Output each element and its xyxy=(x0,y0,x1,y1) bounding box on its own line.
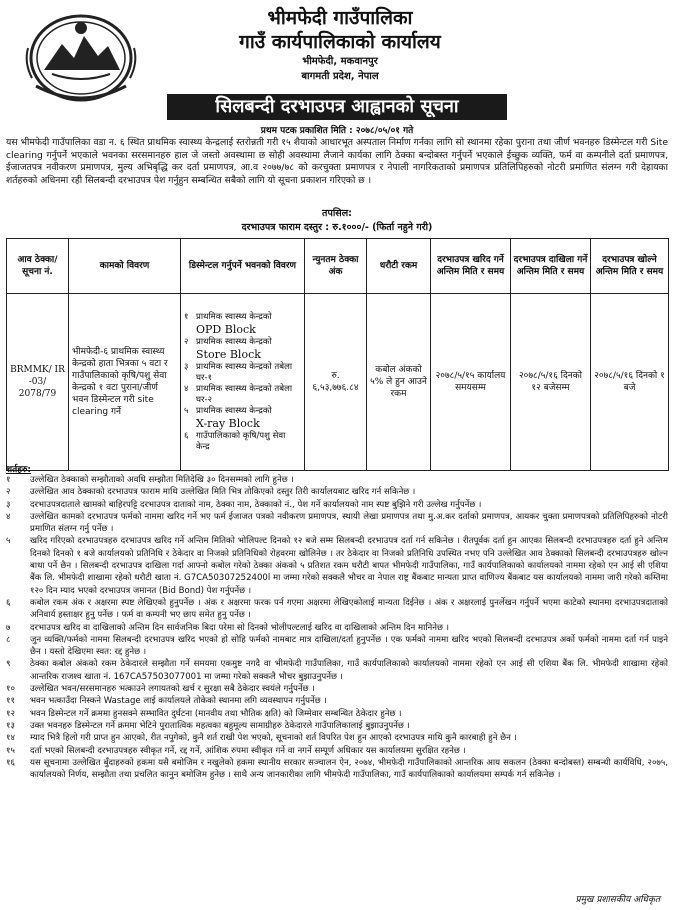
nepal-emblem-icon xyxy=(22,8,140,103)
purchase-deadline: २०७८/५/१५ कार्यालय समयसम्म xyxy=(431,294,511,471)
list-item xyxy=(6,745,668,757)
column-header: धरौटी रकम xyxy=(367,239,431,294)
table-row xyxy=(7,294,669,471)
item-number: २ xyxy=(184,336,189,347)
list-item xyxy=(6,486,668,498)
list-item xyxy=(184,312,301,337)
office-header xyxy=(170,6,510,84)
item-text: दरभाउपत्र खरिद वा दाखिलाको अन्तिम दिन सार्वजनिक बिदा परेमा सो दिनको भोलीपल्टलाई खरिद वा दाखिलाको अन्तिम दिन मानिनेछ । xyxy=(30,622,449,633)
item-text: भवन भत्काउँदा निस्कने Wastage लाई कार्यालयले तोकेको स्थानमा लगि व्यवस्थापन गर्नुपर्नेछ । xyxy=(30,696,327,707)
list-item xyxy=(6,499,668,511)
list-item xyxy=(6,474,668,486)
item-number: १६ xyxy=(6,757,15,768)
item-text: दरभाउपत्रदाताले खामको बाहिरपट्टि दरभाउपत्र दाताको नाम, ठेक्का नाम, ठेक्काको नं., पेश गर्ने कार्यालयको नाम स्पष्ट बुझिने गरी उल्लेख गर्नुपर्नेछ । xyxy=(30,499,482,510)
column-header: आव ठेक्का/ सूचना नं. xyxy=(7,239,69,294)
list-item xyxy=(6,511,668,536)
item-text: भवन डिस्मेन्टल गर्ने क्रममा हुनसक्ने सम्भावित दुर्घटना (मानवीय तथा भौतिक क्षति) को जिम्मेवार सम्बन्धित ठेकेदार हुनेछ । xyxy=(30,708,402,719)
item-number: ५ xyxy=(184,405,189,416)
item-text: प्राथमिक स्वास्थ्य केन्द्रको xyxy=(196,336,272,347)
list-item xyxy=(6,535,668,596)
item-number: १ xyxy=(184,311,189,322)
work-description: भीमफेदी-६ प्राथमिक स्वास्थ्य केन्द्रको हाता भित्रका ५ वटा र गाउँपालिकाको कृषि/पशु सेवा केन्द्रको १ वटा पुराना/जीर्ण भवन डिस्मेन्टल गरी site clearing गर्ने xyxy=(69,294,181,471)
item-number: १५ xyxy=(6,745,15,756)
buildings-list xyxy=(184,312,301,453)
item-text: दर्ता भएको सिलबन्दी दरभाउपत्रहरु स्वीकृत गर्ने, रद्द गर्ने, आंशिक रुपमा स्वीकृत गर्ने वा नगर्ने सम्पूर्ण अधिकार यस कार्यालयमा सुरक्षित रहनेछ । xyxy=(30,745,466,756)
item-number: १३ xyxy=(6,720,15,731)
intro-paragraph: यस भीमफेदी गाउँपालिका वडा न. ६ स्थित प्राथमिक स्वास्थ्य केन्द्रलाई स्तरोन्नती गरी १५ शैयाको आधारभूत अस्पताल निर्माण गर्नका लागि सो स्थानमा रहेका पुराना तथा जीर्ण भवनहरु डिस्मेन्टल गरी Site clearing गर्नुपर्ने भएकाले भवनका सरसमानहरु हाल जे जस्तो अवस्थामा छ सोही अवस्थामा लैजाने कार्यका लागि ठेक्का बन्दोबस्त गर्नुपर्ने भएकाले ईच्छुक व्यक्ति, फर्म वा कम्पनीले दर्ता प्रमाणपत्र, ईजाजतपत्र नवीकरण प्रमाणपत्र, मुल्य अभिबृद्धि कर दर्ता प्रमाणपत्र, आ.व २०७७/७८ को करचुक्ता प्रमाणपत्र र नेपाली नागरिकताको प्रमाणपत्र प्रतिलिपिहरुको नोटरी प्रमाणित संलग्न गरी देहायका शर्तहरुको अधिनमा रही सिलबन्दी दरभाउपत्र पेश गर्नुहुन सम्बन्धित सबैको लागि यो सूचना प्रकाशन गरिएको छ । xyxy=(6,137,668,186)
item-text: प्राथमिक स्वास्थ्य केन्द्रको तबेला घर-२ xyxy=(196,383,293,405)
list-item xyxy=(184,406,301,431)
list-item xyxy=(6,634,668,659)
item-text: खरिद गरिएको दरभाउपत्रहरु दरभाउपत्र खरिद गर्ने अन्तिम मितिको भोलिपल्ट दिनको १२ बजे सम्म सिलबन्दी दरभाउपत्र दर्ता गर्न सकिनेछ । रीतपूर्वक दर्ता हुन आएका सिलबन्दी दरभाउपत्रहरु दर्ता हुने अन्तिम दिनको दिनको १ बजे कार्यालयको प्रतिनिधि र ठेकेदार वा निजको प्रतिनिधिको रोहवरमा खोलिनेछ । तर ठेकेदार वा निजको प्रतिनिधि उपस्थित नभए पनि उल्लेखित आव ठेक्काको सिलबन्दी दरभाउपत्रहरु खोल्न बाधा पर्ने छैन । सिलबन्दी दरभाउपत्र दाखिला गर्दा आफ्नो कबोल गरेको ठेक्का अंकको ५ प्रतिशत रकम धरौटी बापत भीमफेदी गाउँपालिका, गाउँ कार्यपालिकाको कार्यालयको नाममा रहेको एन आई सी एशिया बैंक लि. भीमफेदी शाखामा रहेको धरौटी खाता नं. G7CA50307252400l मा जम्मा गरेको सक्कलै भौचर वा नेपाल राष्ट्र बैंकबाट मान्यता प्राप्त वाणिज्य बैंकबाट यस कार्यालयको नाममा जारी गरेको कम्तिमा १२० दिन म्याद भएको दरभाउपत्र जमानत (Bid Bond) पेश गर्नुपर्नेछ । xyxy=(30,536,668,596)
list-item xyxy=(6,732,668,744)
item-english: Store Block xyxy=(196,347,261,361)
conditions-list xyxy=(6,474,668,781)
item-number: ७ xyxy=(6,622,11,633)
item-number: १४ xyxy=(6,733,15,744)
signatory-title: प्रमुख प्रशासकीय अधिकृत xyxy=(575,895,660,905)
table-header-row xyxy=(7,239,669,294)
tender-table xyxy=(6,238,669,471)
submission-deadline: २०७८/५/१६ दिनको १२ बजेसम्म xyxy=(511,294,591,471)
item-number: ५ xyxy=(6,536,11,547)
deposit-amount: कबोल अंकको ५% ले हुन आउने रकम xyxy=(367,294,431,471)
list-item xyxy=(6,622,668,634)
item-text: प्राथमिक स्वास्थ्य केन्द्रको तबेला घर-१ xyxy=(196,361,293,383)
tender-code: BRMMK/ IR -03/ 2078/79 xyxy=(7,294,69,471)
municipality-name: भीमफेदी गाउँपालिका xyxy=(267,7,413,29)
list-item xyxy=(6,708,668,720)
item-text: प्राथमिक स्वास्थ्य केन्द्रको xyxy=(196,311,272,322)
list-item xyxy=(184,362,301,384)
item-text: ठेक्का कबोल अंकको रकम ठेकेदारले सम्झौता गर्ने समयमा एकमुष्ट नगदै वा भीमफेदी गाउँपालिका, गाउँ कार्यपालिकाको कार्यालयको नाममा रहेको एन आई सी एशिया बैंक लि. भीमफेदी शाखामा रहेको आन्तरिक राजश्व खाता नं. 167CA57503077001 मा जम्मा गरेको सक्कलै भौचर बुझाउनुपर्नेछ । xyxy=(30,659,668,682)
item-number: २ xyxy=(6,487,11,498)
opening-date: २०७८/५/१६ दिनको १ बजे xyxy=(591,294,669,471)
item-number: १२ xyxy=(6,708,15,719)
item-text: कबोल रकम अंक र अक्षरमा स्पष्ट लेखिएको हुनुपर्नेछ । अंक र अक्षरमा फरक पर्न गएमा अक्षरमा लेखिएकोलाई मान्यता दिईनेछ । अंक र अक्षरलाई पुनर्लेखन गर्नुपर्ने भएमा काटेको स्थानमा दरभाउपत्रदाताको अनिवार्य हस्ताक्षर हुनु पर्नेछ । फर्म वा कम्पनी भए छाप समेत हुनु पर्नेछ । xyxy=(30,597,668,621)
item-number: ८ xyxy=(6,634,11,645)
item-text: उल्लेखित भवन/सरसमानहरु भत्काउने लगायतको खर्च र सुरक्षा सबै ठेकेदार स्वयंले गर्नुपर्नेछ । xyxy=(30,684,315,695)
item-text: प्राथमिक स्वास्थ्य केन्द्रको xyxy=(196,405,272,416)
office-location: भीमफेदी, मकवानपुर xyxy=(302,56,378,67)
item-number: ४ xyxy=(6,511,11,522)
list-item xyxy=(6,597,668,622)
details-label: तपसिल: xyxy=(322,208,352,219)
form-fee: दरभाउपत्र फाराम दस्तुर : रु.१०००/- (फिर्ता नहुने गरी) xyxy=(241,222,433,233)
item-number: ९ xyxy=(6,659,11,670)
item-text: उल्लेखित ठेक्काको सम्झौताको अवधि सम्झौता मितिदेखि ३० दिनसम्मको लागि हुनेछ । xyxy=(30,475,294,485)
column-header: दरभाउपत्र खरिद गर्ने अन्तिम मिति र समय xyxy=(431,239,511,294)
list-item xyxy=(6,757,668,782)
list-item xyxy=(184,384,301,406)
item-number: १ xyxy=(6,475,11,485)
column-header: दरभाउपत्र दाखिला गर्ने अन्तिम मिति र समय xyxy=(511,239,591,294)
item-text: उल्लेखित कामको दरभाउपत्र फर्मको नाममा खरिद गर्ने भए फर्म ईजाजत पत्रको नवीकरण प्रमाणपत्र, स्थायी लेखा प्रमाणपत्र तथा मु.अ.कर दर्ताको प्रमाणपत्र, आयकर चुक्ता प्रमाणपत्रको प्रतिलिपिहरुको नोटरी प्रमाणित संलग्न गर्नु पर्नेछ । xyxy=(30,511,668,535)
list-item xyxy=(184,431,301,453)
item-text: म्याद भित्रै हिलो गरी प्राप्त हुन आएको, रीत नपुगेको, कुनै शर्त राखी पेश भएको, सूचनाको शर्त विपरित पेश हुन आएको दरभाउपत्र माथि कुनै कारबाही हुने छैन । xyxy=(30,733,517,744)
item-text: गाउँपालिकाको कृषि/पशु सेवा केन्द्र xyxy=(196,430,286,452)
item-number: ४ xyxy=(184,383,189,394)
item-number: १० xyxy=(6,684,15,695)
item-text: जुन व्यक्ति/फर्मको नाममा सिलबन्दी दरभाउपत्र खरिद भएको हो सोहि फर्मको नामबाट मात्र दाखिला/दर्ता हुनुपर्नेछ । एक फर्मको नाममा खरिद भएको सिलबन्दी दरभाउपत्र अर्को फर्मको नाममा दर्ता गर्न पाइने छैन । यस्तो देखिएमा स्वत: रद्द हुनेछ । xyxy=(30,634,668,658)
list-item xyxy=(184,337,301,362)
notice-title: सिलबन्दी दरभाउपत्र आह्वानको सूचना xyxy=(167,94,507,120)
office-name: गाउँ कार्यपालिकाको कार्यालय xyxy=(239,31,441,53)
column-header: न्युनतम ठेक्का अंक xyxy=(305,239,367,294)
item-text: यस सूचनामा उल्लेखित बुँदाहरुको हकमा यसै बमोजिम र नखुलेको हकमा स्थानीय सरकार सञ्चालन ऐन, २०७४, भीमफेदी गाउँपालिकाको आन्तरिक आय सकलन (ठेक्का बन्दोबस्त) सम्बन्धी कार्यविधि, २०७५, कार्यालयको निर्णय, सम्झौता तथा प्रचलित कानुन बमोजिम हुनेछ । साथै अन्य जानकारीका लागि भीमफेदी गाउँपालिका, गाउँ कार्यपालिकाको कार्यालयमा सम्पर्क गर्न सकिनेछ । xyxy=(30,757,668,781)
buildings-cell xyxy=(181,294,305,471)
item-number: ११ xyxy=(6,696,15,707)
list-item xyxy=(6,695,668,707)
column-header: दरभाउपत्र खोल्ने अन्तिम मिति र समय xyxy=(591,239,669,294)
item-text: उक्त भवनहरु डिस्मेन्टल गर्ने क्रममा भेटिने पुरातात्विक महत्वका बहुमूल्य सामाग्रीहरु ठेकेदारले गाउँपालिकालाई बुझाउनुपर्नेछ । xyxy=(30,720,410,731)
conditions-heading: शर्तहरु: xyxy=(6,465,32,475)
list-item xyxy=(6,683,668,695)
item-text: उल्लेखित आव ठेक्काको दरभाउपत्र फाराम माथि उल्लेखित मिति भित्र तोकिएको दस्तुर तिरी कार्यालयबाट खरिद गर्न सकिनेछ । xyxy=(30,487,416,498)
item-number: ६ xyxy=(184,430,189,441)
office-province: बागमती प्रदेश, नेपाल xyxy=(301,71,379,82)
minimum-amount: रु. ६,५३,७७६.८४ xyxy=(305,294,367,471)
item-english: X-ray Block xyxy=(196,416,260,430)
item-number: ६ xyxy=(6,597,11,608)
item-number: ३ xyxy=(184,361,189,372)
column-header: डिस्मेन्टल गर्नुपर्ने भवनको विवरण xyxy=(181,239,305,294)
publication-date: प्रथम पटक प्रकाशित मिति : २०७८/०५/०१ गते xyxy=(260,126,414,136)
item-number: ३ xyxy=(6,499,11,510)
column-header: कामको विवरण xyxy=(69,239,181,294)
list-item xyxy=(6,720,668,732)
list-item xyxy=(6,658,668,683)
item-english: OPD Block xyxy=(196,322,256,336)
